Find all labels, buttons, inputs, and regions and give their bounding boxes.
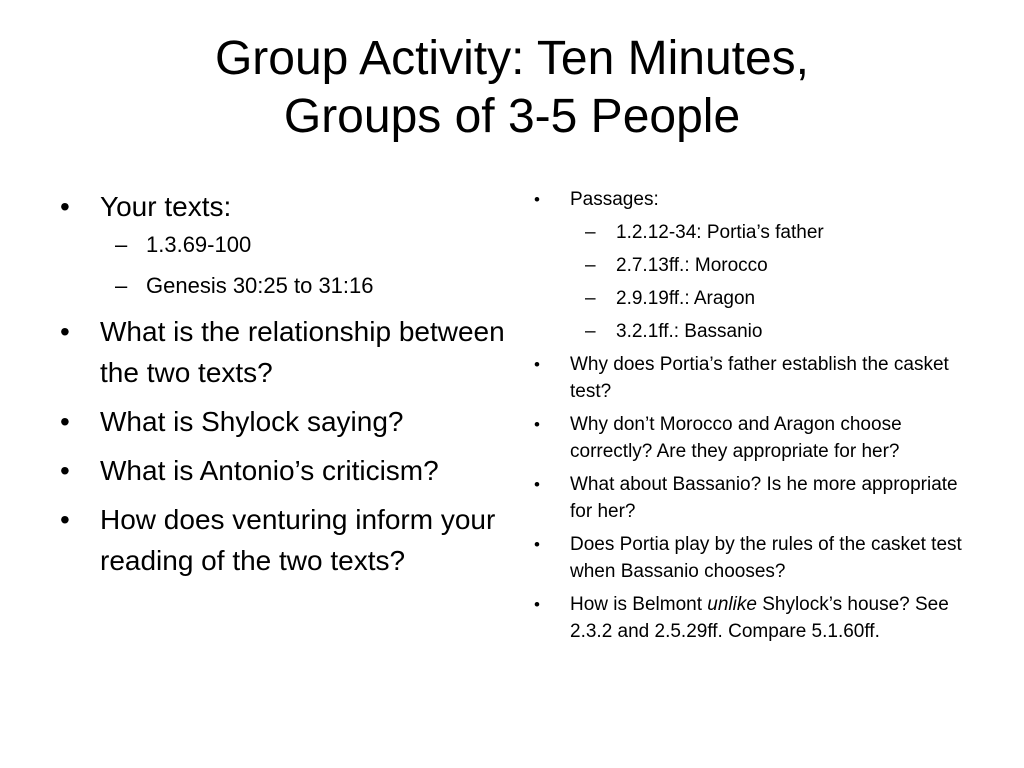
bullet-question-belmont <box>530 591 970 645</box>
bullet-marker: • <box>60 406 70 437</box>
sub-bullet-text: Genesis 30:25 to 31:16 <box>146 273 374 298</box>
passages-sublist <box>570 219 970 345</box>
bullet-text: Why does Portia’s father establish the casket test? <box>570 354 949 402</box>
texts-sublist <box>100 229 510 302</box>
bullet-your-texts <box>60 186 510 302</box>
passage-item-2 <box>570 252 970 279</box>
bullet-passages <box>530 186 970 345</box>
bullet-text <box>570 594 949 642</box>
sub-bullet-text: 1.2.12-34: Portia’s father <box>616 222 824 243</box>
title-line-1: Group Activity: Ten Minutes, <box>214 32 810 85</box>
passage-item-3 <box>570 285 970 312</box>
bullet-marker: • <box>534 190 540 209</box>
bullet-question-relationship <box>60 311 510 393</box>
bullet-marker: • <box>534 415 540 434</box>
bullet-marker: • <box>534 535 540 554</box>
slide-title <box>40 30 984 146</box>
bullet-marker: • <box>60 504 70 535</box>
bullet-marker: • <box>534 475 540 494</box>
dash-marker: – <box>115 273 128 298</box>
sub-bullet-text: 3.2.1ff.: Bassanio <box>616 321 763 342</box>
bullet-question-antonio <box>60 450 510 491</box>
bullet-text: How does venturing inform your reading of the two texts? <box>100 504 496 576</box>
bullet-text: Why don’t Morocco and Aragon choose correctly? Are they appropriate for her? <box>570 414 902 462</box>
bullet-marker: • <box>60 455 70 486</box>
sub-bullet-text: 1.3.69-100 <box>146 232 252 257</box>
belmont-emphasis: unlike <box>707 594 757 615</box>
dash-marker: – <box>585 255 596 276</box>
bullet-text: What is Shylock saying? <box>100 406 404 437</box>
sub-bullet-text-2 <box>100 270 510 302</box>
dash-marker: – <box>585 321 596 342</box>
left-column <box>60 186 510 589</box>
bullet-text: Does Portia play by the rules of the casket test when Bassanio chooses? <box>570 534 962 582</box>
dash-marker: – <box>585 288 596 309</box>
bullet-text: What is the relationship between the two texts? <box>100 316 505 388</box>
bullet-marker: • <box>534 355 540 374</box>
bullet-question-rules <box>530 531 970 585</box>
bullet-question-morocco-aragon <box>530 411 970 465</box>
bullet-question-venturing <box>60 499 510 581</box>
sub-bullet-text: 2.9.19ff.: Aragon <box>616 288 756 309</box>
bullet-text: Your texts: <box>100 191 232 222</box>
sub-bullet-text-1 <box>100 229 510 261</box>
bullet-question-shylock <box>60 401 510 442</box>
title-line-2: Groups of 3-5 People <box>283 90 741 143</box>
sub-bullet-text: 2.7.13ff.: Morocco <box>616 255 768 276</box>
bullet-question-father <box>530 351 970 405</box>
bullet-marker: • <box>60 191 70 222</box>
bullet-text: What about Bassanio? Is he more appropriate for her? <box>570 474 958 522</box>
dash-marker: – <box>115 232 128 257</box>
bullet-text: What is Antonio’s criticism? <box>100 455 439 486</box>
dash-marker: – <box>585 222 596 243</box>
bullet-marker: • <box>60 316 70 347</box>
bullet-marker: • <box>534 595 540 614</box>
right-column <box>530 186 970 651</box>
belmont-text-after: Shylock’s house? See 2.3.2 and 2.5.29ff. Compare 5.1.60ff. <box>570 594 949 642</box>
passage-item-4 <box>570 318 970 345</box>
bullet-question-bassanio <box>530 471 970 525</box>
belmont-text-before: How is Belmont <box>570 594 708 615</box>
bullet-text: Passages: <box>570 189 659 210</box>
passage-item-1 <box>570 219 970 246</box>
